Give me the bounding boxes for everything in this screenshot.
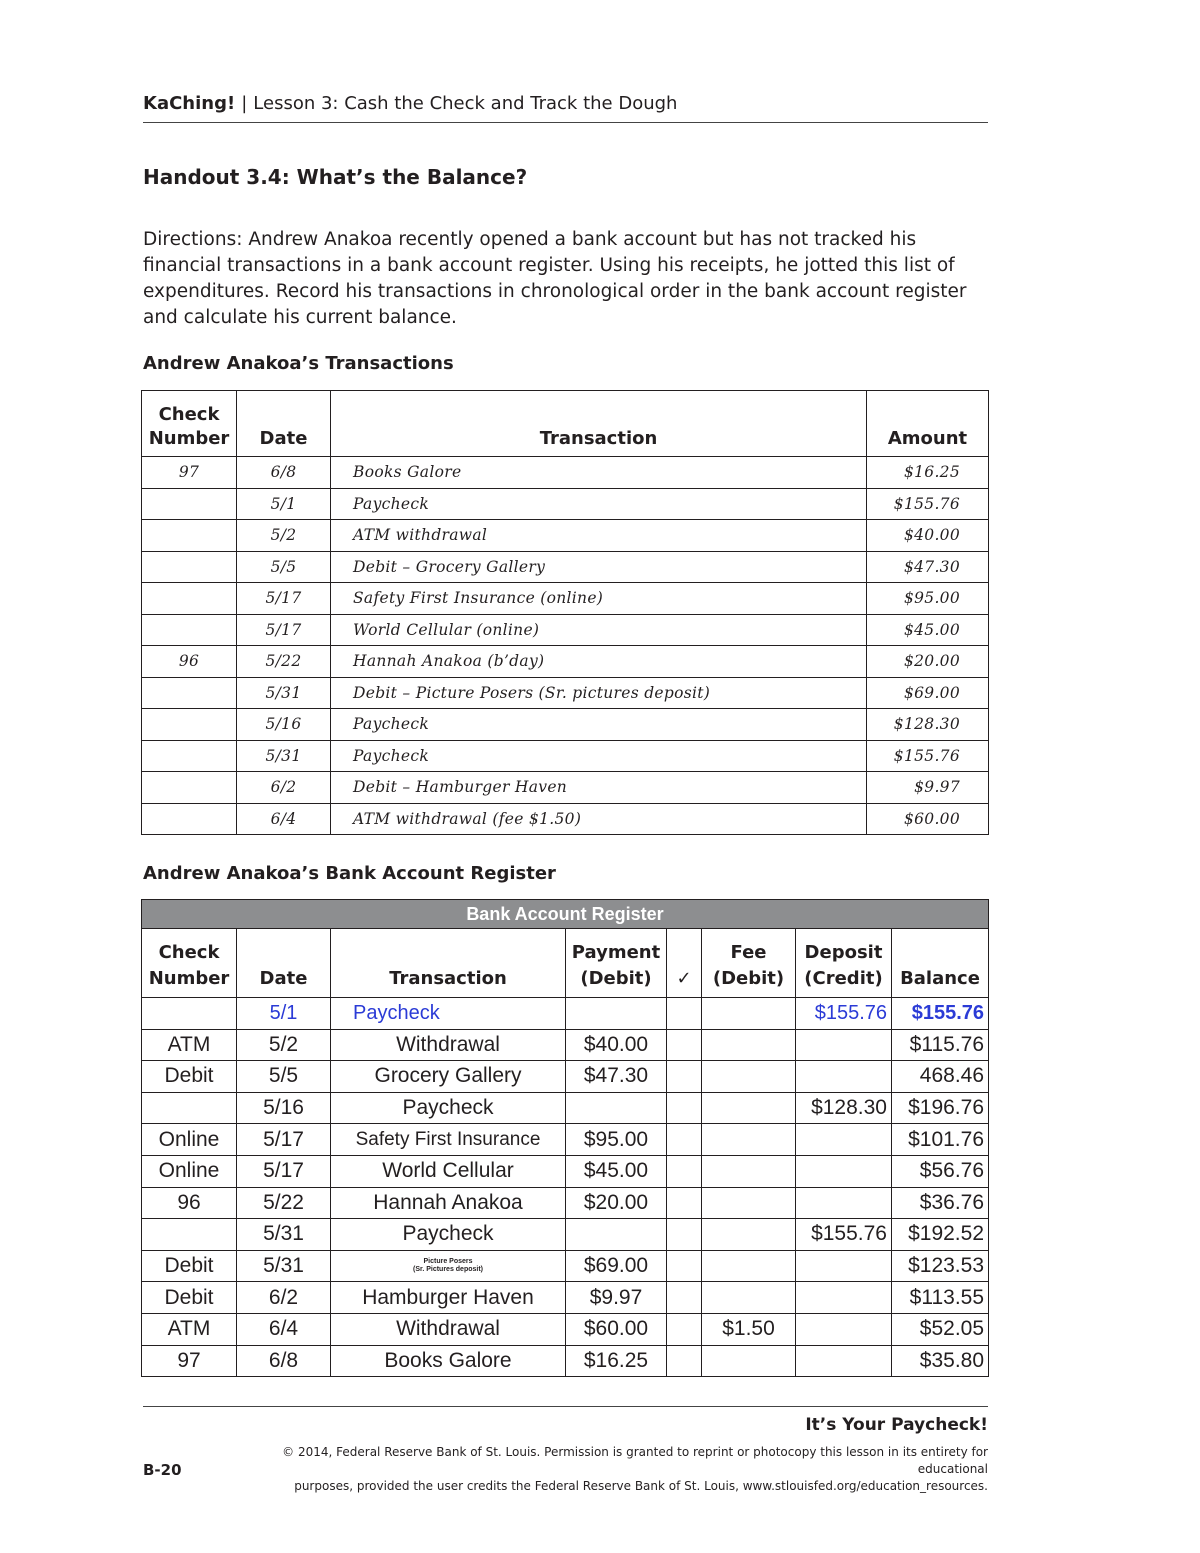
reg-checkmark-cell xyxy=(667,1219,702,1251)
reg-deposit-cell xyxy=(796,1061,892,1093)
table-row xyxy=(142,1092,989,1124)
transactions-table xyxy=(141,390,989,835)
reg-date-cell: 5/2 xyxy=(237,1029,331,1061)
register-header-row xyxy=(142,929,989,998)
reg-deposit-cell: $155.76 xyxy=(796,998,892,1030)
reg-payment-cell xyxy=(566,1092,667,1124)
tx-transaction-cell: Paycheck xyxy=(331,488,867,520)
table-row xyxy=(142,1029,989,1061)
tx-date-cell: 5/31 xyxy=(237,677,331,709)
reg-fee-cell xyxy=(702,1187,796,1219)
register-banner-row xyxy=(142,900,989,929)
reg-date-cell: 5/31 xyxy=(237,1250,331,1282)
reg-check-cell: Online xyxy=(142,1155,237,1187)
table-row xyxy=(142,1061,989,1093)
reg-payment-cell: $16.25 xyxy=(566,1345,667,1377)
reg-transaction-cell: Books Galore xyxy=(331,1345,566,1377)
reg-checkmark-cell xyxy=(667,1282,702,1314)
tx-header-amount: Amount xyxy=(867,391,989,457)
footer-copyright xyxy=(228,1444,988,1495)
reg-fee-cell xyxy=(702,1282,796,1314)
reg-payment-cell: $47.30 xyxy=(566,1061,667,1093)
reg-fee-cell xyxy=(702,998,796,1030)
tx-check-cell xyxy=(142,803,237,835)
reg-payment-cell: $60.00 xyxy=(566,1313,667,1345)
page-number: B-20 xyxy=(143,1461,182,1479)
tx-date-cell: 5/22 xyxy=(237,646,331,678)
reg-payment-cell xyxy=(566,998,667,1030)
reg-balance-cell: $123.53 xyxy=(892,1250,989,1282)
reg-checkmark-cell xyxy=(667,1155,702,1187)
tx-check-cell xyxy=(142,520,237,552)
tx-date-cell: 6/4 xyxy=(237,803,331,835)
tx-check-cell xyxy=(142,614,237,646)
reg-fee-cell xyxy=(702,1345,796,1377)
reg-transaction-cell: Picture Posers (Sr. Pictures deposit) xyxy=(331,1250,566,1282)
tx-date-cell: 5/31 xyxy=(237,740,331,772)
reg-transaction-cell: Hamburger Haven xyxy=(331,1282,566,1314)
reg-payment-cell: $45.00 xyxy=(566,1155,667,1187)
register-banner: Bank Account Register xyxy=(142,900,989,929)
reg-check-cell: ATM xyxy=(142,1029,237,1061)
tx-amount-cell: $155.76 xyxy=(867,740,989,772)
reg-fee-cell xyxy=(702,1029,796,1061)
tx-transaction-cell: Safety First Insurance (online) xyxy=(331,583,867,615)
reg-check-cell: 96 xyxy=(142,1187,237,1219)
reg-transaction-cell: Paycheck xyxy=(331,1219,566,1251)
reg-deposit-cell xyxy=(796,1313,892,1345)
reg-balance-cell: $113.55 xyxy=(892,1282,989,1314)
tx-date-cell: 5/17 xyxy=(237,614,331,646)
tx-transaction-cell: Paycheck xyxy=(331,740,867,772)
reg-check-cell: 97 xyxy=(142,1345,237,1377)
reg-check-cell: Debit xyxy=(142,1061,237,1093)
reg-balance-cell: 468.46 xyxy=(892,1061,989,1093)
transactions-section-title: Andrew Anakoa’s Transactions xyxy=(143,353,454,374)
tx-transaction-cell: ATM withdrawal (fee $1.50) xyxy=(331,803,867,835)
reg-checkmark-cell xyxy=(667,1313,702,1345)
reg-fee-cell xyxy=(702,1250,796,1282)
tx-check-cell xyxy=(142,740,237,772)
reg-fee-cell xyxy=(702,1219,796,1251)
reg-header-payment: Payment (Debit) xyxy=(566,929,667,998)
page-header xyxy=(143,92,988,123)
header-brand: KaChing! xyxy=(143,93,236,114)
reg-checkmark-cell xyxy=(667,1092,702,1124)
tx-transaction-cell: Debit – Grocery Gallery xyxy=(331,551,867,583)
tx-transaction-cell: ATM withdrawal xyxy=(331,520,867,552)
reg-date-cell: 5/22 xyxy=(237,1187,331,1219)
reg-transaction-cell: Safety First Insurance xyxy=(331,1124,566,1156)
tx-check-cell xyxy=(142,551,237,583)
reg-balance-cell: $155.76 xyxy=(892,998,989,1030)
table-row xyxy=(142,1282,989,1314)
table-row xyxy=(142,457,989,489)
tx-date-cell: 5/2 xyxy=(237,520,331,552)
reg-balance-cell: $196.76 xyxy=(892,1092,989,1124)
reg-transaction-cell: Withdrawal xyxy=(331,1029,566,1061)
reg-checkmark-cell xyxy=(667,1250,702,1282)
table-row xyxy=(142,488,989,520)
tx-amount-cell: $45.00 xyxy=(867,614,989,646)
reg-fee-cell xyxy=(702,1155,796,1187)
copyright-line-1: © 2014, Federal Reserve Bank of St. Louis. Permission is granted to reprint or photocopy this lesson in its entirety for educational xyxy=(282,1445,988,1476)
tx-amount-cell: $20.00 xyxy=(867,646,989,678)
footer-divider xyxy=(143,1406,988,1407)
reg-payment-cell: $95.00 xyxy=(566,1124,667,1156)
tx-transaction-cell: Books Galore xyxy=(331,457,867,489)
directions-text: Directions: Andrew Anakoa recently opened a bank account but has not tracked his financial transactions in a bank account register. Using his receipts, he jotted this list of expenditures. Record his transactions in chronological order in the bank account register and calculate his current balance. xyxy=(143,229,967,328)
reg-fee-cell: $1.50 xyxy=(702,1313,796,1345)
tx-transaction-cell: Debit – Hamburger Haven xyxy=(331,772,867,804)
tx-amount-cell: $69.00 xyxy=(867,677,989,709)
reg-date-cell: 6/4 xyxy=(237,1313,331,1345)
register-section-title: Andrew Anakoa’s Bank Account Register xyxy=(143,863,556,884)
tx-amount-cell: $155.76 xyxy=(867,488,989,520)
tx-check-cell xyxy=(142,583,237,615)
reg-transaction-cell: Paycheck xyxy=(331,998,566,1030)
footer-slogan: It’s Your Paycheck! xyxy=(805,1415,988,1435)
tx-transaction-cell: World Cellular (online) xyxy=(331,614,867,646)
reg-deposit-cell xyxy=(796,1250,892,1282)
register-table xyxy=(141,899,989,1377)
tx-amount-cell: $60.00 xyxy=(867,803,989,835)
reg-transaction-cell: World Cellular xyxy=(331,1155,566,1187)
tx-check-cell xyxy=(142,709,237,741)
reg-date-cell: 5/17 xyxy=(237,1124,331,1156)
table-row xyxy=(142,1219,989,1251)
tx-header-transaction: Transaction xyxy=(331,391,867,457)
table-row xyxy=(142,520,989,552)
reg-balance-cell: $101.76 xyxy=(892,1124,989,1156)
tx-date-cell: 6/2 xyxy=(237,772,331,804)
reg-transaction-cell: Hannah Anakoa xyxy=(331,1187,566,1219)
reg-date-cell: 5/31 xyxy=(237,1219,331,1251)
tx-amount-cell: $95.00 xyxy=(867,583,989,615)
table-row xyxy=(142,1313,989,1345)
reg-balance-cell: $115.76 xyxy=(892,1029,989,1061)
reg-date-cell: 6/8 xyxy=(237,1345,331,1377)
table-row xyxy=(142,998,989,1030)
reg-transaction-cell: Paycheck xyxy=(331,1092,566,1124)
reg-checkmark-cell xyxy=(667,1029,702,1061)
reg-balance-cell: $192.52 xyxy=(892,1219,989,1251)
reg-deposit-cell: $128.30 xyxy=(796,1092,892,1124)
checkmark-icon: ✓ xyxy=(676,968,692,989)
reg-header-transaction: Transaction xyxy=(331,929,566,998)
tx-date-cell: 5/5 xyxy=(237,551,331,583)
table-row xyxy=(142,551,989,583)
copyright-line-2: purposes, provided the user credits the Federal Reserve Bank of St. Louis, www.stlouisfed.org/education_resources. xyxy=(294,1479,988,1493)
reg-check-cell: Debit xyxy=(142,1282,237,1314)
reg-fee-cell xyxy=(702,1061,796,1093)
reg-date-cell: 5/16 xyxy=(237,1092,331,1124)
reg-check-cell xyxy=(142,1219,237,1251)
reg-check-cell: Online xyxy=(142,1124,237,1156)
reg-payment-cell: $9.97 xyxy=(566,1282,667,1314)
reg-header-fee: Fee (Debit) xyxy=(702,929,796,998)
reg-date-cell: 5/1 xyxy=(237,998,331,1030)
tx-check-cell xyxy=(142,772,237,804)
table-row xyxy=(142,1124,989,1156)
reg-date-cell: 6/2 xyxy=(237,1282,331,1314)
reg-checkmark-cell xyxy=(667,1124,702,1156)
tx-check-cell xyxy=(142,677,237,709)
reg-header-check-number: Check Number xyxy=(142,929,237,998)
table-row xyxy=(142,1155,989,1187)
reg-deposit-cell: $155.76 xyxy=(796,1219,892,1251)
reg-deposit-cell xyxy=(796,1187,892,1219)
reg-deposit-cell xyxy=(796,1124,892,1156)
tx-transaction-cell: Paycheck xyxy=(331,709,867,741)
reg-check-cell: ATM xyxy=(142,1313,237,1345)
header-lesson: Lesson 3: Cash the Check and Track the Dough xyxy=(253,93,678,114)
reg-deposit-cell xyxy=(796,1345,892,1377)
table-row xyxy=(142,803,989,835)
tx-date-cell: 5/1 xyxy=(237,488,331,520)
reg-check-cell: Debit xyxy=(142,1250,237,1282)
reg-check-cell xyxy=(142,1092,237,1124)
tx-header-check-number: Check Number xyxy=(142,391,237,457)
table-row xyxy=(142,1345,989,1377)
tx-amount-cell: $47.30 xyxy=(867,551,989,583)
reg-checkmark-cell xyxy=(667,1187,702,1219)
tx-amount-cell: $16.25 xyxy=(867,457,989,489)
header-separator: | xyxy=(241,93,248,114)
reg-checkmark-cell xyxy=(667,1061,702,1093)
reg-header-date: Date xyxy=(237,929,331,998)
table-row xyxy=(142,772,989,804)
reg-deposit-cell xyxy=(796,1029,892,1061)
table-row xyxy=(142,614,989,646)
table-row xyxy=(142,1250,989,1282)
tx-check-cell xyxy=(142,488,237,520)
reg-deposit-cell xyxy=(796,1155,892,1187)
reg-deposit-cell xyxy=(796,1282,892,1314)
reg-date-cell: 5/5 xyxy=(237,1061,331,1093)
handout-title: Handout 3.4: What’s the Balance? xyxy=(143,165,528,189)
reg-balance-cell: $35.80 xyxy=(892,1345,989,1377)
tx-date-cell: 5/16 xyxy=(237,709,331,741)
tx-date-cell: 5/17 xyxy=(237,583,331,615)
reg-balance-cell: $56.76 xyxy=(892,1155,989,1187)
reg-transaction-cell: Grocery Gallery xyxy=(331,1061,566,1093)
reg-payment-cell: $69.00 xyxy=(566,1250,667,1282)
tx-check-cell: 96 xyxy=(142,646,237,678)
reg-fee-cell xyxy=(702,1092,796,1124)
tx-header-date: Date xyxy=(237,391,331,457)
transactions-header-row xyxy=(142,391,989,457)
reg-header-checkmark xyxy=(667,929,702,998)
table-row xyxy=(142,646,989,678)
tx-amount-cell: $9.97 xyxy=(867,772,989,804)
reg-payment-cell: $20.00 xyxy=(566,1187,667,1219)
reg-checkmark-cell xyxy=(667,1345,702,1377)
tx-transaction-cell: Hannah Anakoa (b’day) xyxy=(331,646,867,678)
reg-payment-cell: $40.00 xyxy=(566,1029,667,1061)
reg-checkmark-cell xyxy=(667,998,702,1030)
reg-balance-cell: $52.05 xyxy=(892,1313,989,1345)
table-row xyxy=(142,1187,989,1219)
tx-date-cell: 6/8 xyxy=(237,457,331,489)
table-row xyxy=(142,740,989,772)
table-row xyxy=(142,583,989,615)
reg-check-cell xyxy=(142,998,237,1030)
reg-balance-cell: $36.76 xyxy=(892,1187,989,1219)
reg-transaction-cell: Withdrawal xyxy=(331,1313,566,1345)
tx-check-cell: 97 xyxy=(142,457,237,489)
tx-amount-cell: $128.30 xyxy=(867,709,989,741)
tx-amount-cell: $40.00 xyxy=(867,520,989,552)
table-row xyxy=(142,677,989,709)
reg-date-cell: 5/17 xyxy=(237,1155,331,1187)
table-row xyxy=(142,709,989,741)
tx-transaction-cell: Debit – Picture Posers (Sr. pictures deposit) xyxy=(331,677,867,709)
reg-header-deposit: Deposit (Credit) xyxy=(796,929,892,998)
reg-header-balance: Balance xyxy=(892,929,989,998)
reg-payment-cell xyxy=(566,1219,667,1251)
reg-fee-cell xyxy=(702,1124,796,1156)
